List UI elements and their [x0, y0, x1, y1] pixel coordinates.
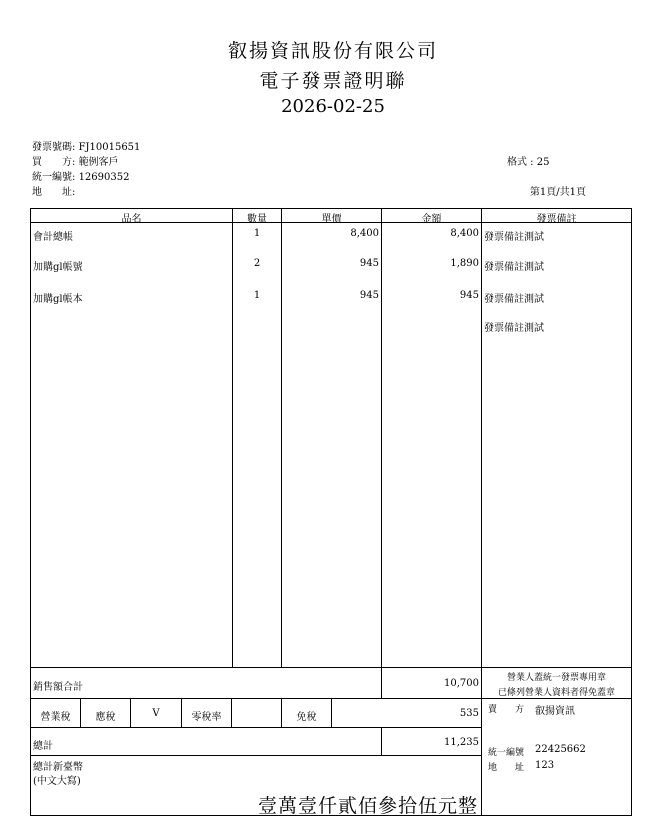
buyer-tax-id: 12690352	[78, 172, 130, 183]
row1-qty: 1	[253, 228, 261, 239]
row1-amount: 8,400	[450, 228, 479, 239]
row1-remark: 發票備註測試	[484, 232, 544, 243]
page-indicator: 第1頁/共1頁	[529, 187, 586, 198]
buyer-tax-id-row	[32, 168, 129, 183]
row3-price: 945	[359, 290, 379, 301]
stamp-note-1: 營業人蓋統一發票專用章	[506, 673, 606, 683]
row1-item: 會計總帳	[33, 232, 73, 243]
buyer-address-row	[32, 183, 75, 198]
taxable-mark: V	[152, 708, 160, 719]
invoice-date: 2026-02-25	[281, 96, 385, 117]
format-label: 格式 :	[507, 157, 537, 168]
row3-qty: 1	[253, 290, 261, 301]
stamp-note-2: 已條列營業人資料者得免蓋章	[497, 688, 615, 698]
format-row	[507, 153, 549, 168]
zero-rate-label: 零稅率	[191, 712, 222, 723]
ntd-total-label: 總計新臺幣	[33, 762, 83, 773]
sales-total-value: 10,700	[444, 678, 479, 689]
seller-tax-id-label: 統一編號	[488, 748, 525, 758]
total-label: 總計	[33, 741, 53, 752]
seller-name: 叡揚資訊	[535, 706, 575, 717]
row3-amount: 945	[459, 290, 479, 301]
seller-address: 123	[535, 760, 555, 771]
row2-amount: 1,890	[450, 258, 479, 269]
header-item: 品名	[121, 214, 142, 225]
buyer-row	[32, 153, 119, 168]
business-tax-label: 營業稅	[40, 712, 71, 723]
row2-remark: 發票備註測試	[484, 262, 544, 273]
buyer-label: 買 方:	[32, 157, 76, 168]
row3-remark: 發票備註測試	[484, 294, 544, 305]
document-title: 電子發票證明聯	[259, 70, 407, 92]
extra-remark: 發票備註測試	[484, 323, 544, 334]
row2-item: 加購gl帳號	[33, 262, 83, 273]
taxable-label: 應稅	[95, 712, 116, 723]
chinese-amount: 壹萬壹仟貳佰參拾伍元整	[257, 795, 478, 817]
tax-free-label: 免稅	[296, 712, 317, 723]
seller-tax-id: 22425662	[535, 744, 586, 755]
row2-price: 945	[359, 258, 379, 269]
seller-label: 賣 方	[488, 705, 525, 715]
header-remark: 發票備註	[536, 214, 577, 225]
invoice-number: FJ10015651	[78, 142, 141, 153]
format-value: 25	[536, 157, 550, 168]
buyer-address-label: 地 址:	[32, 187, 76, 198]
header-price: 單價	[321, 214, 342, 225]
seller-address-label: 地 址	[488, 763, 525, 773]
buyer-tax-id-label: 統一編號:	[32, 172, 76, 183]
row1-price: 8,400	[350, 228, 379, 239]
company-title: 叡揚資訊股份有限公司	[227, 40, 438, 62]
invoice-number-row	[32, 138, 140, 153]
row2-qty: 2	[253, 258, 261, 269]
invoice-number-label: 發票號碼:	[32, 142, 76, 153]
row3-item: 加購gl帳本	[33, 294, 83, 305]
header-qty: 數量	[247, 214, 267, 225]
chinese-note: (中文大寫)	[33, 776, 81, 787]
total-value: 11,235	[444, 737, 479, 748]
tax-amount: 535	[459, 708, 479, 719]
header-amount: 金額	[421, 214, 442, 225]
buyer-name: 範例客戶	[78, 157, 119, 168]
sales-total-label: 銷售額合計	[33, 682, 83, 693]
